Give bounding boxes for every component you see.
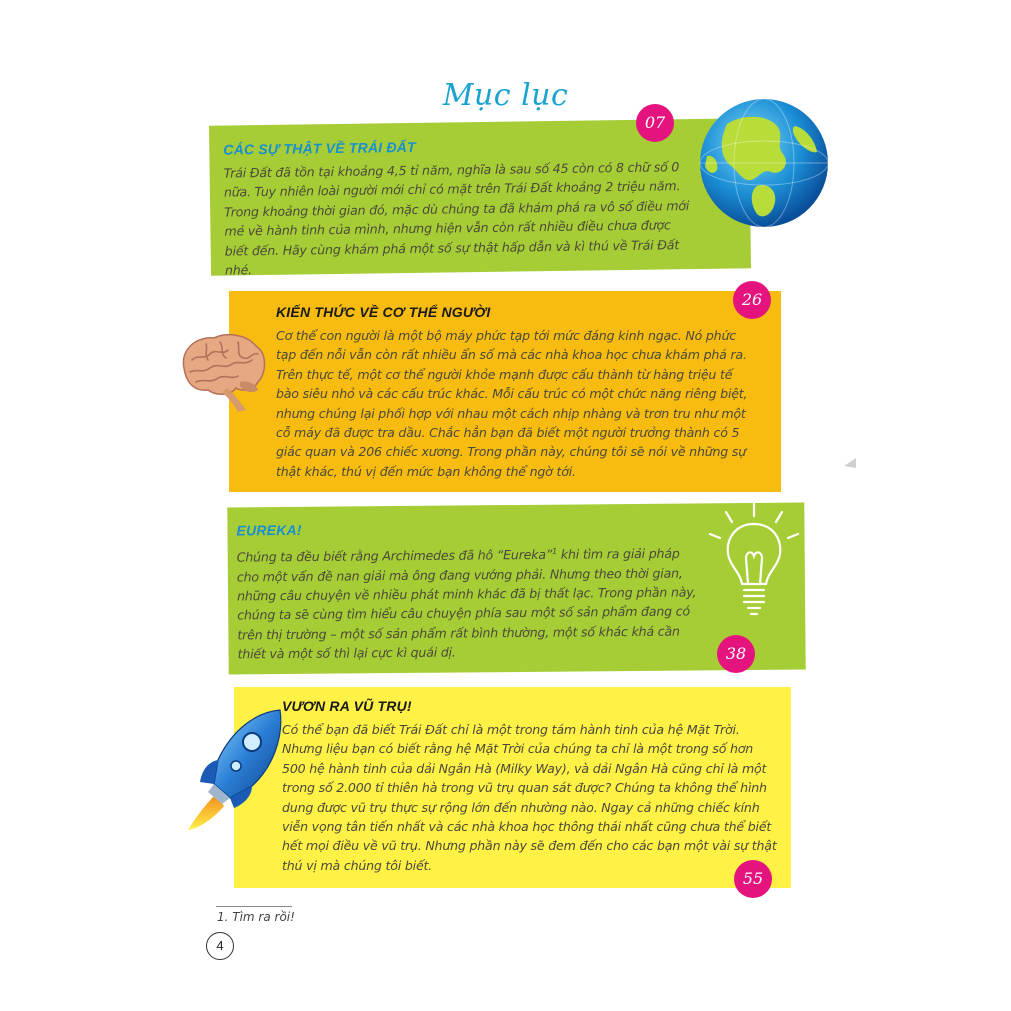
body-text: khi tìm ra giải pháp cho một vấn đề nan giải mà ông đang vướng phải. Nhưng theo thời gian, những câu chuyện về nhiều phát minh khác đã bị thất lạc. Trong phần này, chúng ta sẽ cùng tìm hiểu câu chuyện phía sau một số sản phẩm đang có trên thị trường – một số sản phẩm rất bình thường, một số khác khá cần thiết và một số thì lại cực kì quái dị.: [236, 545, 697, 662]
section-body: [237, 540, 698, 664]
page-badge-body[interactable]: 26: [733, 281, 771, 319]
rocket-icon: [186, 706, 286, 834]
page-number: 4: [206, 932, 234, 960]
page-badge-earth[interactable]: 07: [636, 104, 674, 142]
globe-icon: [697, 96, 831, 230]
section-heading: KIẾN THỨC VỀ CƠ THỂ NGƯỜI: [276, 304, 491, 320]
body-text: Chúng ta đều biết rằng Archimedes đã hô “Eureka”: [236, 546, 553, 565]
section-heading: VƯƠN RA VŨ TRỤ!: [282, 698, 412, 714]
section-body: Có thể bạn đã biết Trái Đất chỉ là một trong tám hành tinh của hệ Mặt Trời. Nhưng liệu bạn có biết rằng hệ Mặt Trời của chúng ta chỉ là một trong số hơn 500 hệ hành tinh của dải Ngân Hà (Milky Way), và dải Ngân Hà cũng chỉ là một trong số 2.000 tỉ thiên hà trong vũ trụ quan sát được? Chúng ta không thể hình dung được vũ trụ thực sự rộng lớn đến nhường nào. Ngay cả những chiếc kính viễn vọng tân tiến nhất và các nhà khoa học thông thái nhất cũng chưa thể biết hết mọi điều về vũ trụ. Nhưng phần này sẽ đem đến cho các bạn một vài sự thật thú vị mà chúng tôi biết.: [282, 722, 777, 873]
footnote-divider: [216, 906, 292, 907]
section-body: Trái Đất đã tồn tại khoảng 4,5 tỉ năm, nghĩa là sau số 45 còn có 8 chữ số 0 nữa. Tuy nhiên loài người mới chỉ có mặt trên Trái Đất khoảng 2 triệu năm. Trong khoảng thời gian đó, mặc dù chúng ta đã khám phá ra vô số điều mới mẻ về hành tinh của mình, nhưng hiện vẫn còn rất nhiều điều chưa được biết đến. Hãy cùng khám phá một số sự thật hấp dẫn và kì thú về Trái Đất nhé.: [223, 159, 690, 278]
footnote-marker: 1: [552, 546, 558, 556]
light-bulb-icon: [704, 502, 804, 624]
page-badge-eureka[interactable]: 38: [717, 635, 755, 673]
section-heading: CÁC SỰ THẬT VỀ TRÁI ĐẤT: [223, 138, 416, 158]
section-body: Cơ thể con người là một bộ máy phức tạp tới mức đáng kinh ngạc. Nó phức tạp đến nỗi vẫn còn rất nhiều ẩn số mà các nhà khoa học chưa khám phá ra. Trên thực tế, một cơ thể người khỏe mạnh được cấu thành từ hàng triệu tế bào siêu nhỏ và các cấu trúc khác. Mỗi cấu trúc có một chức năng riêng biệt, nhưng chúng lại phối hợp với nhau một cách nhịp nhàng và trơn tru như một cỗ máy đã được tra dầu. Chắc hẳn bạn đã biết một người trưởng thành có 5 giác quan và 206 chiếc xương. Trong phần này, chúng tôi sẽ nói về những sự thật khác, thú vị đến mức bạn không thể ngờ tới.: [276, 328, 748, 479]
decorative-shape: [842, 456, 858, 470]
footnote: 1. Tìm ra rồi!: [217, 910, 295, 924]
section-heading: EUREKA!: [236, 521, 302, 539]
brain-icon: [176, 330, 268, 414]
section-space[interactable]: [234, 687, 791, 888]
section-human-body[interactable]: [229, 291, 781, 492]
page-badge-space[interactable]: 55: [734, 860, 772, 898]
page-title: Mục lục: [442, 78, 569, 113]
section-earth-facts[interactable]: [209, 118, 751, 276]
